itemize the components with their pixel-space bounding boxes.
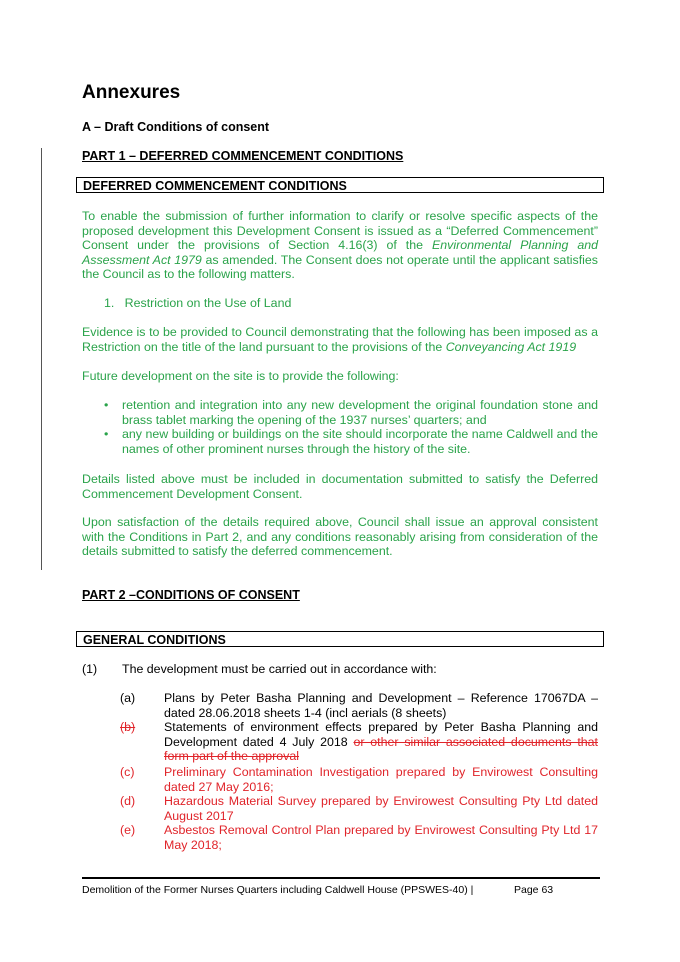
upon-paragraph: Upon satisfaction of the details required above, Council shall issue an approval consistent with the Conditions in Part 2, and any conditions reasonably arising from consideration of the details submitted to satisfy the deferred commencement. [82,515,598,558]
condition-item-b: (b) Statements of environment effects prepared by Peter Basha Planning and Development dated 4 July 2018 or other similar associated documents that form part of the approval [120,720,598,763]
deleted-text: or other similar associated documents that form part of the approval [164,734,598,763]
bullet-icon: • [104,427,109,441]
condition-item-a: (a) Plans by Peter Basha Planning and Development – Reference 17067DA – dated 28.06.2018 sheets 1-4 (incl aerials (8 sheets) [120,691,598,720]
condition-text: The development must be carried out in accordance with: [122,662,437,676]
list-item: • any new building or buildings on the site should incorporate the name Caldwell and the names of other prominent nurses through the history of the site. [104,427,598,456]
footer-text: Demolition of the Former Nurses Quarters including Caldwell House (PPSWES-40) | [82,884,474,896]
condition-item-d: (d) Hazardous Material Survey prepared by Envirowest Consulting Pty Ltd dated August 2017 [120,794,598,823]
bullet-list [82,398,598,456]
list-item: • retention and integration into any new development the original foundation stone and brass tablet marking the opening of the 1937 nurses’ quarters; and [104,398,598,427]
page-number: Page 63 [514,884,554,896]
part1-title: PART 1 – DEFERRED COMMENCEMENT CONDITIONS [82,149,404,163]
part1-box-title: DEFERRED COMMENCEMENT CONDITIONS [76,177,604,193]
revision-bar [41,148,42,570]
annexure-subheading: A – Draft Conditions of consent [82,120,270,134]
condition-item-c: (c) Preliminary Contamination Investigation prepared by Envirowest Consulting dated 27 May 2016; [120,765,598,794]
future-paragraph: Future development on the site is to provide the following: [82,369,399,383]
evidence-paragraph: Evidence is to be provided to Council demonstrating that the following has been imposed as a Restriction on the title of the land pursuant to the provisions of the Conveyancing Act 1919 [82,325,598,354]
condition-item-e: (e) Asbestos Removal Control Plan prepared by Envirowest Consulting Pty Ltd 17 May 2018; [120,823,598,852]
part2-box-title: GENERAL CONDITIONS [76,631,604,647]
part1-intro: To enable the submission of further information to clarify or resolve specific aspects of the proposed development this Development Consent is issued as a “Deferred Commencement” Consent under the provisions of Section 4.16(3) of the Environmental Planning and Assessment Act 1979 as amended. The Consent does not operate until the applicant satisfies the Council as to the following matters. [82,209,598,281]
condition-1 [82,662,437,676]
footer-rule [82,877,600,879]
list-item: 1. Restriction on the Use of Land [104,296,292,310]
bullet-icon: • [104,398,109,412]
details-paragraph: Details listed above must be included in documentation submitted to satisfy the Deferred Commencement Development Consent. [82,472,598,501]
page-heading: Annexures [82,82,181,103]
condition-number: (1) [82,662,98,676]
part2-title: PART 2 –CONDITIONS OF CONSENT [82,588,300,602]
